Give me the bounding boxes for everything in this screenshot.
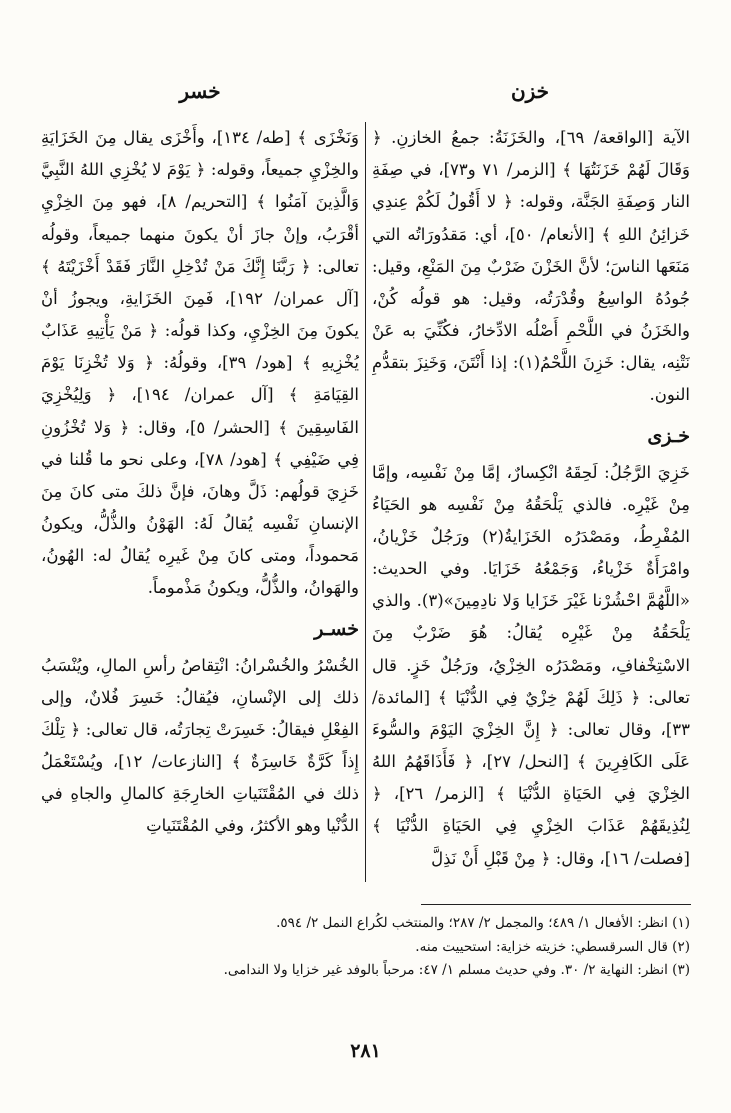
right-column [372,122,690,882]
left-column [41,122,359,882]
right-column-paragraph-1: الآية [الواقعة/ ٦٩]، والخَزَنَةُ: جمعُ الخازنِ. ﴿ وَقَالَ لَهُمْ خَزَنَتُهَا ﴾ [الزمر/ ٧١ و٧٣]، في صِفَةِ النار وَصِفَةِ الجَنَّة، وقوله: ﴿ لا أَقُولُ لَكُمْ عِندِي خَزائِنُ اللهِ ﴾ [الأنعام/ ٥٠]، أي: مَقدُورَاتُه التي مَنَعَها الناسَ؛ لأنَّ الخَزْنَ ضَرْبٌ مِنَ المَنْعِ، وقيل: جُودُهُ الواسِعُ وقُدْرَتُه، وقيل: هو قولُه كُنْ، والخَزَنُ في اللَّحْمِ أَصْلُه الادِّخارُ، فكُنِّيَ به عَنْ نَتْنِه، يقال: خَزِنَ اللَّحْمُ(١): إذا أَنْتَنَ، وَخَنِزَ بتقدُّمِ النون. [372,128,690,405]
column-divider [365,122,366,882]
footnote-3: (٣) انظر: النهاية ٢/ ٣٠. وفي حديث مسلم ١/ ٤٧: مرحباً بالوفد غير خزايا ولا الندامى. [223,962,690,979]
left-column-paragraph-2: الخُسْرُ والخُسْرانُ: انْتِقاصُ رأسِ المالِ، ويُنْسَبُ ذلك إلى الإنْسانِ، فيُقالُ: خَسِرَ فُلانٌ، وإلى الفِعْلِ فيقالُ: خَسِرَتْ تِجارَتُه، قال تعالى: ﴿ تِلْكَ إِذاً كَرَّةٌ خَاسِرَةٌ ﴾ [النازعات/ ١٢]، ويُسْتَعْمَلُ ذلك في المُقْتَنَياتِ الخارِجَةِ كالمالِ والجاهِ في الدُّنْيا وهو الأكثرُ، وفي المُقْتَنَياتِ [41,655,359,836]
footnote-1: (١) انظر: الأفعال ١/ ٤٨٩؛ والمجمل ٢/ ٢٨٧؛ والمنتخب لكُراع النمل ٢/ ٥٩٤. [276,915,690,931]
footnote-2: (٢) قال السرقسطي: خزيته خزاية: استحييت منه. [415,938,690,955]
page-header [40,74,690,108]
entry-heading-khazy: خـزى [647,424,690,447]
header-word-left: خسر [179,79,221,103]
left-column-paragraph-1: وَنَخْزَى ﴾ [طه/ ١٣٤]، وأَخْزَى يقال مِنَ الخَزَايَةِ والخِزْيِ جميعاً، وقوله: ﴿ يَوْمَ لا يُخْزِي اللهُ النَّبِيَّ وَالَّذِينَ آمَنُوا ﴾ [التحريم/ ٨]، فهو مِنَ الخِزْيِ أقْرَبُ، وإنْ جازَ أنْ يكونَ منهما جميعاً، وقولُه تعالى: ﴿ رَبَّنَا إِنَّكَ مَنْ تُدْخِلِ النَّارَ فَقَدْ أَخْزَيْتَهُ ﴾ [آل عمران/ ١٩٢]، فَمِنَ الخَزَايةِ، ويجوزُ أنْ يكونَ مِنَ الخِزْيِ، وكذا قولُه: ﴿ مَنْ يَأْتِيهِ عَذَابٌ يُخْزِيهِ ﴾ [هود/ ٣٩]، وقولُهُ: ﴿ وَلا تُخْزِنَا يَوْمَ القِيَامَةِ ﴾ [آل عمران/ ١٩٤]، ﴿ وَلِيُخْزِيَ الفَاسِقِينَ ﴾ [الحشر/ ٥]، وقال: ﴿ وَلا تُخْزُونِ فِي ضَيْفِي ﴾ [هود/ ٧٨]، وعلى نحو ما قُلنا في خَزِيَ قولُهم: ذَلَّ وهانَ، فإنَّ ذلكَ متى كانَ مِنَ الإنسانِ نَفْسِه يُقالُ لَهُ: الهَوْنُ والذُّلُّ، ويكونُ مَحموداً، ومتى كانَ مِنْ غَيرِه يُقالُ له: الهُونُ، والهَوانُ، والذُّلُّ، ويكونُ مَذْموماً. [41,128,359,598]
page-number: ٢٨١ [350,1040,381,1062]
entry-heading-khasir: خسـر [314,617,359,640]
text-columns [40,122,690,882]
right-column-paragraph-2: خَزِيَ الرَّجُلُ: لَحِقَهُ انْكِسارٌ، إمَّا مِنْ نَفْسِه، وإمَّا مِنْ غَيْرِه. فالذي يَلْحَقُهُ مِنْ نَفْسِه هو الحَيَاءُ المُفْرِطُ، ومَصْدَرُه الخَزَايةُ(٢) ورَجُلٌ خَزْيانُ، وامْرَأَةٌ خَزْياءُ، وَجَمْعُهُ خَزَايَا. وفي الحديث: «اللَّهُمَّ احْشُرْنا غَيْرَ خَزَايا وَلا نادِمِينَ»(٣). والذي يَلْحَقُهُ مِنْ غَيْرِه يُقالُ: هُوَ ضَرْبٌ مِنَ الاسْتِخْفافِ، ومَصْدَرُه الخِزْيُ، ورَجُلٌ خَزٍ. قال تعالى: ﴿ ذَلِكَ لَهُمْ خِزْيٌ فِي الدُّنْيَا ﴾ [المائدة/ ٣٣]، وقال تعالى: ﴿ إِنَّ الخِزْيَ اليَوْمَ والسُّوءَ عَلَى الكَافِرِينَ ﴾ [النحل/ ٢٧]، ﴿ فَأَذَاقَهُمُ اللهُ الخِزْيَ فِي الحَيَاةِ الدُّنْيَا ﴾ [الزمر/ ٢٦]، ﴿ لِنُذِيقَهُمْ عَذَابَ الخِزْيِ فِي الحَيَاةِ الدُّنْيَا ﴾ [فصلت/ ١٦]، وقال: ﴿ مِنْ قَبْلِ أَنْ نَذِلَّ [372,462,690,868]
header-word-right: خزن [510,79,550,103]
footnote-divider [421,904,691,905]
footnotes [40,912,690,983]
